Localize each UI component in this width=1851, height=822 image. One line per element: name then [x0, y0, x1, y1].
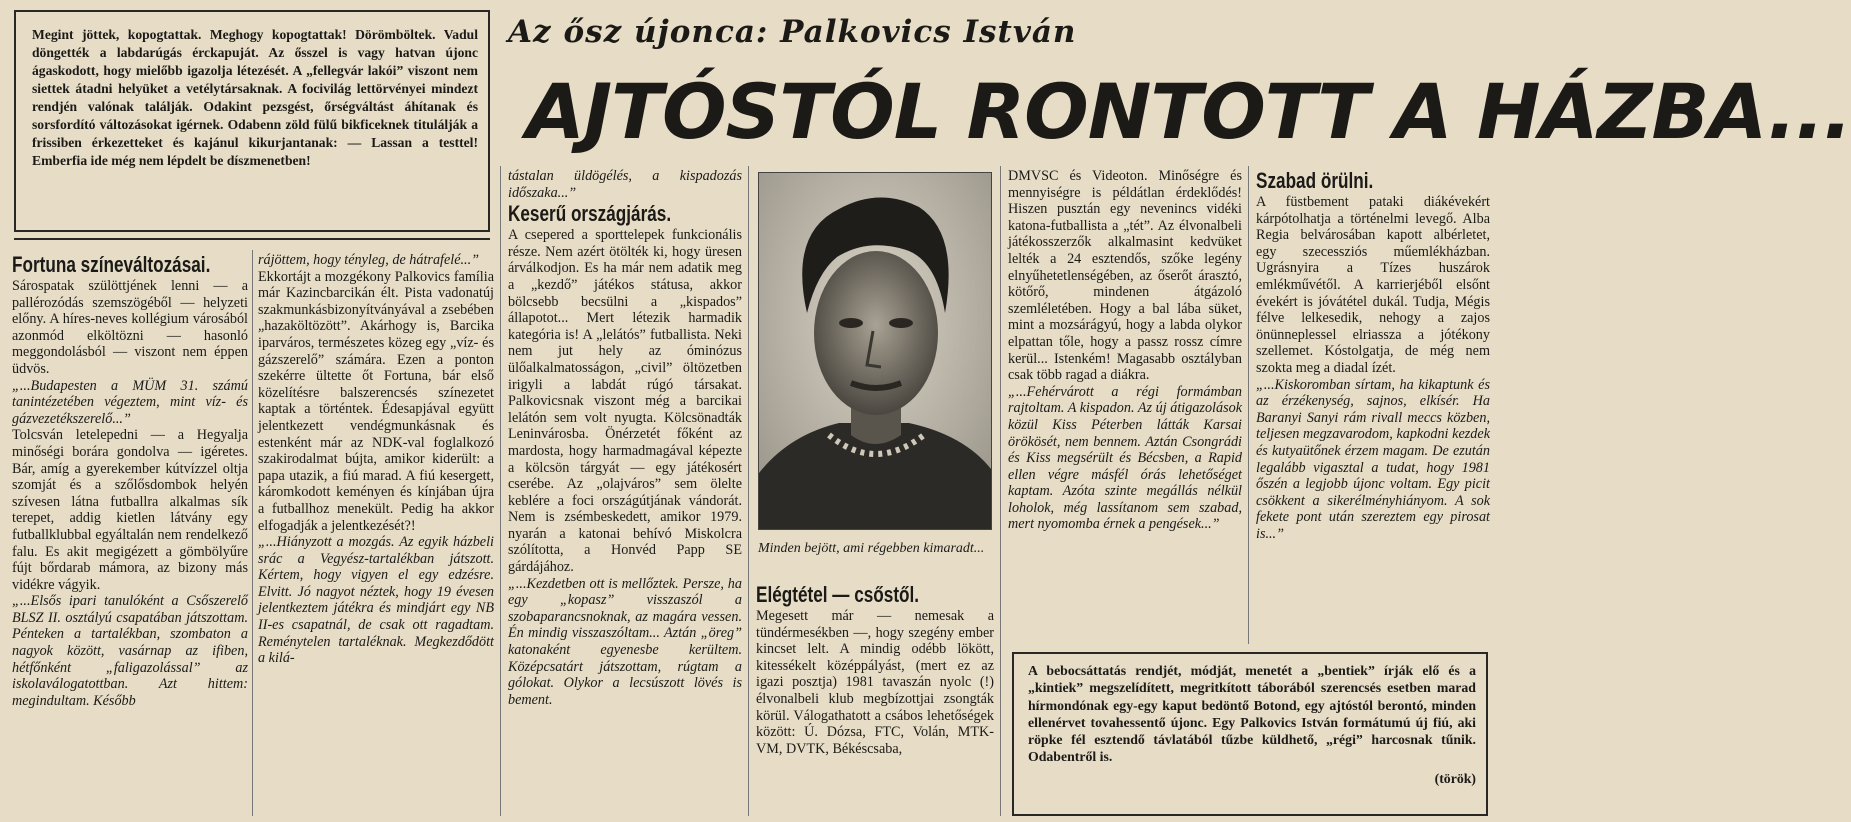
column-divider — [252, 250, 253, 816]
quote-paragraph: „...Fehérvárott a régi formámban rajtoltam. A kispadon. Az új átigazolások közül Kiss Péterben látták Karsai örökösét, nem bennem. Aztán Csongrádi és Kiss megsérült és Bécsben, a Rapid ellen végre másfél órás lehetőséget kaptam. Azóta szinte megállás nélkül loholok, még lassítanom sem szabad, mert nyomomba érnek a pengések...” — [1008, 383, 1242, 533]
article-headline: AJTÓSTÓL RONTOTT A HÁZBA... — [526, 67, 1851, 156]
column-6 — [1256, 168, 1490, 644]
article-kicker: Az ősz újonca: Palkovics István — [508, 14, 1077, 50]
column-divider — [500, 166, 501, 816]
summary-box — [1012, 652, 1488, 816]
column-4 — [756, 582, 994, 818]
player-photo — [758, 172, 992, 530]
paragraph: Megesett már — nemesak a tündérmesékben —, hogy szegény ember kincset lelt. A mindig odébb lökött, kitessékelt középpályást, (mert ez az igazi posztja) 1981 tavaszán nyolc (!) élvonalbeli klub megbízottjai zsongták körül. Válogathatott a csábos lehetőségek között: Ú. Dózsa, FTC, Volán, MTK-VM, DVTK, Békéscsaba, — [756, 608, 994, 757]
author-signature: (török) — [1434, 770, 1476, 786]
subheading-fortuna: Fortuna színeváltozásai. — [12, 252, 211, 277]
quote-paragraph: „...Hiányzott a mozgás. Az egyik házbeli srác a Vegyész-tartalékban játszott. Kértem, hogy vigyen el egy edzésre. Elvitt. Jó nagyot néztek, hogy 19 évesen jelentkeztem játékra és mindjárt egy NB II-es csapatnál, de csak ott ragadtam. Reménytelen tartaléknak. Megkezdődött a kilá- — [258, 534, 494, 667]
subheading-szabad: Szabad örülni. — [1256, 168, 1374, 193]
paragraph: DMVSC és Videoton. Minőségre és mennyiségre is példátlan érdeklődés! Hiszen pusztán egy nevenincs vidéki katona-futballista a „tét”. Az élvonalbeli játékosszerzők alkalmasint kedvüket lelték a 24 esztendős, szőke legény elnyűhetetlenségében, az őserőt árasztó, kötőrő, mindenen átgázoló szemléletében. Hogy a bal lába süket, mint a mozsárágyú, hogy a labda olykor elpattan tőle, hogy a passz rossz címre kerül... Istenkém! Magasabb osztályban csak több ragad a diákra. — [1008, 168, 1242, 384]
paragraph: A csepered a sporttelepek funkcionális része. Nem azért ötölték ki, hogy üresen árválkodjon. Es ha már nem adatik meg a „kezdő” játékos státusa, akkor bölcsebb becsülni a „kispados” állapotot... Mert létezik harmadik kategória is! A „lelátós” futballista. Neki nem jut hely az óminózus ülőalkalmatosságon, „civil” öltözetben irigyli a labdát rúgó társakat. Palkovicsnak viszont még a barcikai lelátón sem volt nyugta. Kölcsönadták Leninvárosba. Önérzetét főként az mardosta, hogy harmadmagával képezte a kölcsön tárgyát — egy játékosért cserébe. Az „olajváros” sem ölelte keblére a foci országútjának vándorát. Nem is zsémbeskedett, amikor 1979. nyarán a katonai behívó Miskolcra szólította, a Honvéd Papp SE gárdájához. — [508, 227, 742, 576]
column-divider — [1248, 166, 1249, 644]
paragraph: Sárospatak szülöttjének lenni — a pallérozódás szemszögéből — helyzeti előny. A híres-neves kollégium városából azonmód elköltözni — hasonló meggondolásból — viszont nem éppen üdvös. — [12, 278, 248, 377]
paragraph: Ekkortájt a mozgékony Palkovics família már Kazincbarcikán élt. Pista vadonatúj szakmunkásbizonyítványával a zsebében „hazaköltözött”. Akárhogy is, Barcika iparváros, természetes közeg egy „víz- és gázszerelő” számára. Ezen a ponton szekérre ültette őt Fortuna, bár első közelítésre balszerencsés színezetet kaptak a történtek. Édesapjával együtt jelentkezett vendégmunkásnak és estenként már az NDK-val foglalkozó szakirodalmat bújta, amikor kiderült: a papa utazik, a fiú marad. A fiú kesergett, káromkodott keményen és kínjában újra a futballhoz menekült. Pedig ha akkor elfogadják a jelentkezését?! — [258, 268, 494, 534]
column-divider — [1000, 166, 1001, 816]
quote-paragraph: „...Kiskoromban sírtam, ha kikaptunk és az érzékenység, sajnos, elkísér. Ha Baranyi Sanyi rám rivall meccs közben, teljesen megzavarodom, kapkodni kezdek és kutyaütőnek érzem magam. De ezután legalább vigasztal a tudat, hogy 1981 őszén a legjobb újonc voltam. Egy picit csökkent a sikerélményhiányom. A sok fekete pont után szereztem egy pirosat is...” — [1256, 376, 1490, 542]
intro-quote: — Lassan a testtel! Emberfia ide még nem lépdelt be díszmenetben! — [32, 135, 478, 168]
paragraph: A füstbement pataki diákévekért kárpótolhatja a történelmi levegő. Alba Regia belvárosában kapott albérletet, egy szecessziós műemlékházban. Ugrásnyira a Tízes huszárok emlékművétől. A karrierjéből elsőnt évekért is jóvátétel dukál. Tudja, Mégis félve lelkesedik, nehogy a zajos önünneplessel elriassza a jótékony szellemet. Kóstolgatja, de még nem szokta meg a diadal ízét. — [1256, 194, 1490, 376]
column-divider — [748, 166, 749, 816]
quote-paragraph: „...Budapesten a MÜM 31. számú tanintézetében végeztem, mint víz- és gázvezetékszerelő...” — [12, 377, 248, 427]
column-2 — [258, 252, 494, 818]
intro-text: Megint jöttek, kopogtattak. Meghogy kopogtattak! Dörömböltek. Vadul döngették a labdarúgás érckapuját. Az ősszel is vagy hatvan újonc ágaskodott, hogy mielőbb igazolja létezését. A „fellegvár lakói” viszont nem siettek átadni helyüket a vetélytársaknak. A focivilág lettörvényei mindezt rendjén valónak találják. Odakint pezsgést, őrségváltást áhítanak és sorsfordító változásokat igérnek. Odabenn zöld fülű bikficeknek titulálják a frissiben érkezetteket és kajánul kikurjantanak: — [32, 27, 478, 150]
subheading-elegtetel: Elégtétel — csőstől. — [756, 582, 920, 607]
intro-divider — [14, 232, 490, 240]
intro-box — [14, 10, 490, 232]
column-1 — [12, 252, 248, 818]
summary-text: A bebocsáttatás rendjét, módját, menetét a „bentiek” írják elő és a „kintiek” megszelídített, megritkított táborából szerencsés esetben marad hírmondónak egy-egy kaput bedöntő Botond, egy ajtóstól berontó, minden ellenérvet tovahessentő újonc. Egy Palkovics István formátumú új fiú, aki röpke fél esztendő távlatából tűzbe küldhető, „régi” harcosnak tűnik. Odabentről is. — [1028, 663, 1476, 765]
paragraph: Tolcsván letelepedni — a Hegyalja minőségi borára gondolva — igéretes. Bár, amíg a gyerekember kútvízzel oltja szomját és a szőlősdombok helyén szívesen látna futballra alkalmas sík terepet, addig kietlen látvány egy futballklubbal egyáltalán nem rendelkező falu. Es akit megigézett a gömbölyűre fújt bőrdarab mámora, az bizony más vidékre vágyik. — [12, 427, 248, 593]
subheading-keseru: Keserű országjárás. — [508, 201, 672, 227]
quote-paragraph: tástalan üldögélés, a kispadozás időszaka...” — [508, 168, 742, 201]
photo-caption: Minden bejött, ami régebben kimaradt... — [758, 541, 985, 556]
quote-paragraph: rájöttem, hogy tényleg, de hátrafelé...” — [258, 252, 480, 268]
column-5 — [1008, 168, 1242, 644]
portrait-image — [759, 173, 991, 529]
column-3 — [508, 168, 742, 818]
quote-paragraph: „...Kezdetben ott is mellőztek. Persze, ha egy „kopasz” visszaszól a szobaparancsnoknak, az magára vessen. Én mindig visszaszóltam... Aztán „öreg” katonaként egyenesbe kerültem. Középcsatárt játszottam, rúgtam a gólokat. Olykor a lecsúszott lövés is bement. — [508, 575, 742, 708]
quote-paragraph: „...Elsős ipari tanulóként a Csőszerelő BLSZ II. osztályú csapatában játszottam. Pénteken a tartalékban, szombaton a nagyok között, vasárnap az ifiben, hétfőnként „faligazolással” az iskolaválogatottban. Azt hittem: megindultam. Később — [12, 593, 248, 709]
